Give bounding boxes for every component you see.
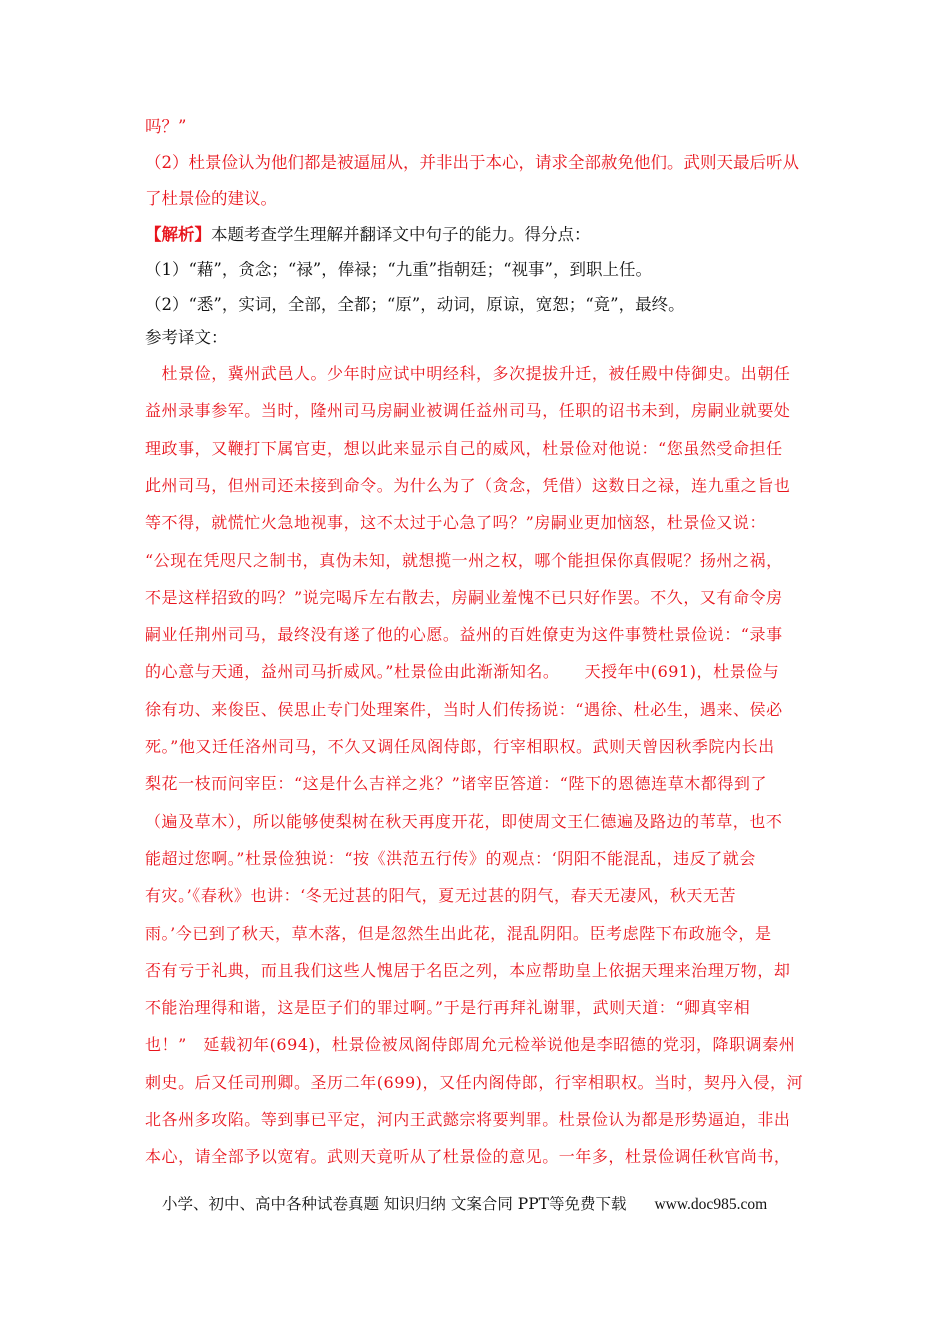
translation-line: 死。”他又迁任洛州司马，不久又调任凤阁侍郎，行宰相职权。武则天曾因秋季院内长出 [145,737,775,756]
analysis-tag: 【解析】 [145,225,211,244]
page-footer [162,1192,767,1214]
translation-line: （遍及草木），所以能够使梨树在秋天再度开花，即使周文王仁德遍及路边的苇草，也不 [145,811,783,831]
translation-line: 此州司马，但州司还未接到命令。为什么为了（贪念，凭借）这数日之禄，连九重之旨也 [145,475,791,495]
reference-translation-title: 参考译文： [145,328,228,347]
footer-text: 小学、初中、高中各种试卷真题 知识归纳 文案合同 PPT等免费下载 [162,1195,627,1213]
answer-line-0: 吗？” [145,117,187,136]
translation-line: 徐有功、来俊臣、侯思止专门处理案件，当时人们传扬说：“遇徐、杜必生，遇来、侯必 [145,699,783,719]
translation-line: 嗣业任荆州司马，最终没有遂了他的心愿。益州的百姓僚吏为这件事赞杜景俭说：“录事 [145,625,783,645]
translation-line: 杜景俭，冀州武邑人。少年时应试中明经科，多次提拔升迁，被任殿中侍御史。出朝任 [145,364,791,383]
translation-line: 也！” 延载初年(694)，杜景俭被凤阁侍郎周允元检举说他是李昭德的党羽，降职调秦州 [145,1035,796,1055]
translation-line: 否有亏于礼典，而且我们这些人愧居于名臣之列，本应帮助皇上依据天理来治理万物，却 [145,960,791,980]
translation-line: 雨。’今已到了秋天，草木落，但是忽然生出此花，混乱阴阳。臣考虑陛下布政施令，是 [145,923,772,943]
translation-line: 不是这样招致的吗？”说完喝斥左右散去，房嗣业羞愧不已只好作罢。不久，又有命令房 [145,587,783,607]
translation-line: 北各州多攻陷。等到事已平定，河内王武懿宗将要判罪。杜景俭认为都是形势逼迫，非出 [145,1110,791,1129]
footer-url: www.doc985.com [654,1196,768,1213]
translation-line: 能超过您啊。”杜景俭独说：“按《洪范五行传》的观点：‘阴阳不能混乱，违反了就会 [145,848,756,868]
translation-line: 益州录事参军。当时，隆州司马房嗣业被调任益州司马，任职的诏书未到，房嗣业就要处 [145,401,791,421]
translation-line: 不能治理得和谐，这是臣子们的罪过啊。”于是行再拜礼谢罪，武则天道：“卿真宰相 [145,998,751,1018]
translation-line: 刺史。后又任司刑卿。圣历二年(699)，又任内阁侍郎，行宰相职权。当时，契丹入侵，河 [145,1072,804,1092]
translation-line: 有灾。’《春秋》也讲：‘冬无过甚的阳气，夏无过甚的阴气，春天无凄风，秋天无苦 [145,886,737,906]
answer-line-1: （2）杜景俭认为他们都是被逼屈从，并非出于本心，请求全部赦免他们。武则天最后听从 [145,153,799,172]
analysis-intro-text: 本题考查学生理解并翻译文中句子的能力。得分点： [211,225,591,244]
analysis-point-2: （2）“悉”，实词，全部，全都；“原”，动词，原谅，宽恕；“竟”，最终。 [145,295,685,314]
answer-line-2: 了杜景俭的建议。 [145,189,277,208]
translation-line: 本心，请全部予以宽宥。武则天竟听从了杜景俭的意见。一年多，杜景俭调任秋官尚书， [145,1147,791,1167]
translation-line: 梨花一枝而问宰臣：“这是什么吉祥之兆？”诸宰臣答道：“陛下的恩德连草木都得到了 [145,774,767,794]
translation-line: “公现在凭咫尺之制书，真伪未知，就想揽一州之权，哪个能担保你真假呢？扬州之祸， [145,550,783,570]
analysis-intro [145,227,591,244]
translation-line: 理政事，又鞭打下属官吏，想以此来显示自己的威风，杜景俭对他说：“您虽然受命担任 [145,438,783,458]
analysis-point-1: （1）“藉”，贪念；“禄”，俸禄；“九重”指朝廷；“视事”，到职上任。 [145,260,652,279]
translation-line: 的心意与天通，益州司马折威风。”杜景俭由此渐渐知名。 天授年中(691)，杜景俭与 [145,662,780,682]
translation-line: 等不得，就慌忙火急地视事，这不太过于心急了吗？”房嗣业更加恼怒，杜景俭又说： [145,513,767,533]
